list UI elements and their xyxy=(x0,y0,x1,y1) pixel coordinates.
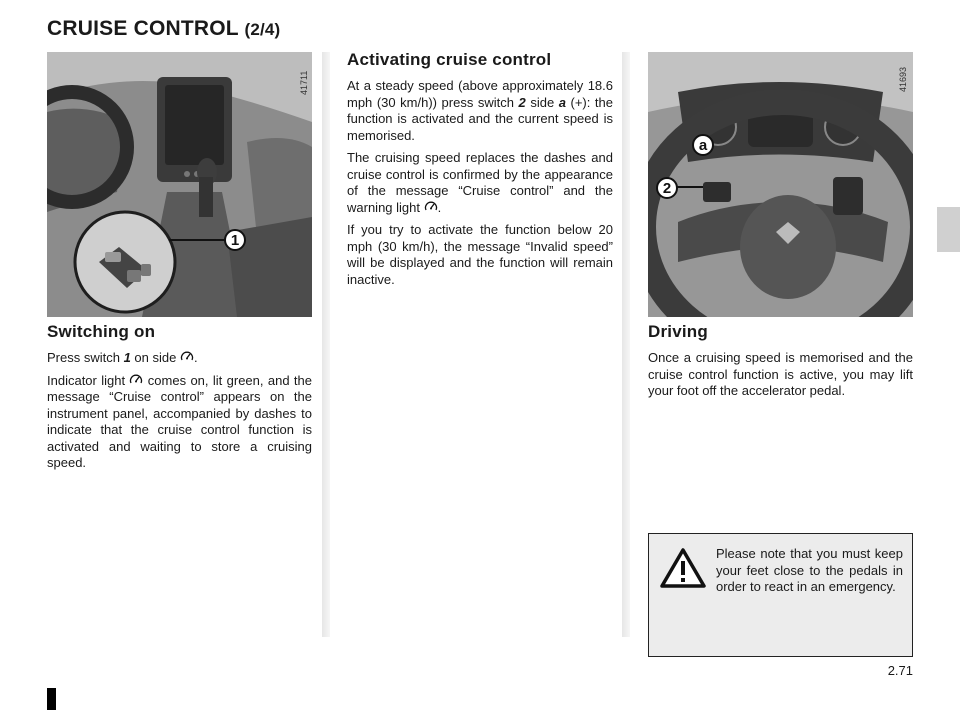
switching-on-text xyxy=(47,350,312,478)
activating-text xyxy=(347,78,613,294)
column-divider xyxy=(622,52,630,637)
section-heading-activating: Activating cruise control xyxy=(347,50,552,69)
page-number: 2.71 xyxy=(887,663,913,678)
cruise-control-indicator-icon xyxy=(180,350,194,364)
steering-wheel-illustration xyxy=(648,52,913,317)
figure-id: 41693 xyxy=(898,66,908,92)
page-title-part: (2/4) xyxy=(244,20,281,39)
page-title xyxy=(47,17,280,41)
paragraph: Indicator light comes on, lit green, and the message “Cruise control” appears on the instrument panel, accompanied by dashes to indicate that the cruise control function is activated and waiting to store a cruising speed. xyxy=(47,372,312,470)
driving-text xyxy=(648,350,913,406)
warning-text: Please note that you must keep your feet close to the pedals in order to react in an emergency. xyxy=(716,546,903,594)
paragraph: If you try to activate the function below 20 mph (30 km/h), the message “Invalid speed” will be displayed and the function will remain inactive. xyxy=(347,222,613,287)
cruise-control-indicator-icon xyxy=(424,200,438,214)
chapter-tab xyxy=(937,207,960,252)
callout-2: 2 xyxy=(656,177,678,199)
corner-mark xyxy=(47,688,56,710)
callout-a: a xyxy=(692,134,714,156)
cruise-control-indicator-icon xyxy=(129,373,143,387)
section-heading-switching-on: Switching on xyxy=(47,322,156,341)
steering-wheel-photo xyxy=(648,52,913,317)
page-title-text: CRUISE CONTROL xyxy=(47,17,239,40)
paragraph: Press switch 1 on side . xyxy=(47,350,198,365)
section-heading-driving: Driving xyxy=(648,322,708,341)
warning-box xyxy=(648,533,913,657)
paragraph: Once a cruising speed is memorised and the cruise control function is active, you may lift your foot off the accelerator pedal. xyxy=(648,350,913,398)
console-illustration xyxy=(47,52,312,317)
warning-triangle-icon xyxy=(660,547,706,589)
column-divider xyxy=(322,52,330,637)
console-photo xyxy=(47,52,312,317)
callout-1: 1 xyxy=(224,229,246,251)
paragraph: At a steady speed (above approximately 18.6 mph (30 km/h)) press switch 2 side a (+): the function is activated and the current speed is memorised. xyxy=(347,78,613,143)
figure-id: 41711 xyxy=(299,70,309,95)
paragraph: The cruising speed replaces the dashes and cruise control is confirmed by the appearance of the message “Cruise control” and the warning light . xyxy=(347,150,613,215)
